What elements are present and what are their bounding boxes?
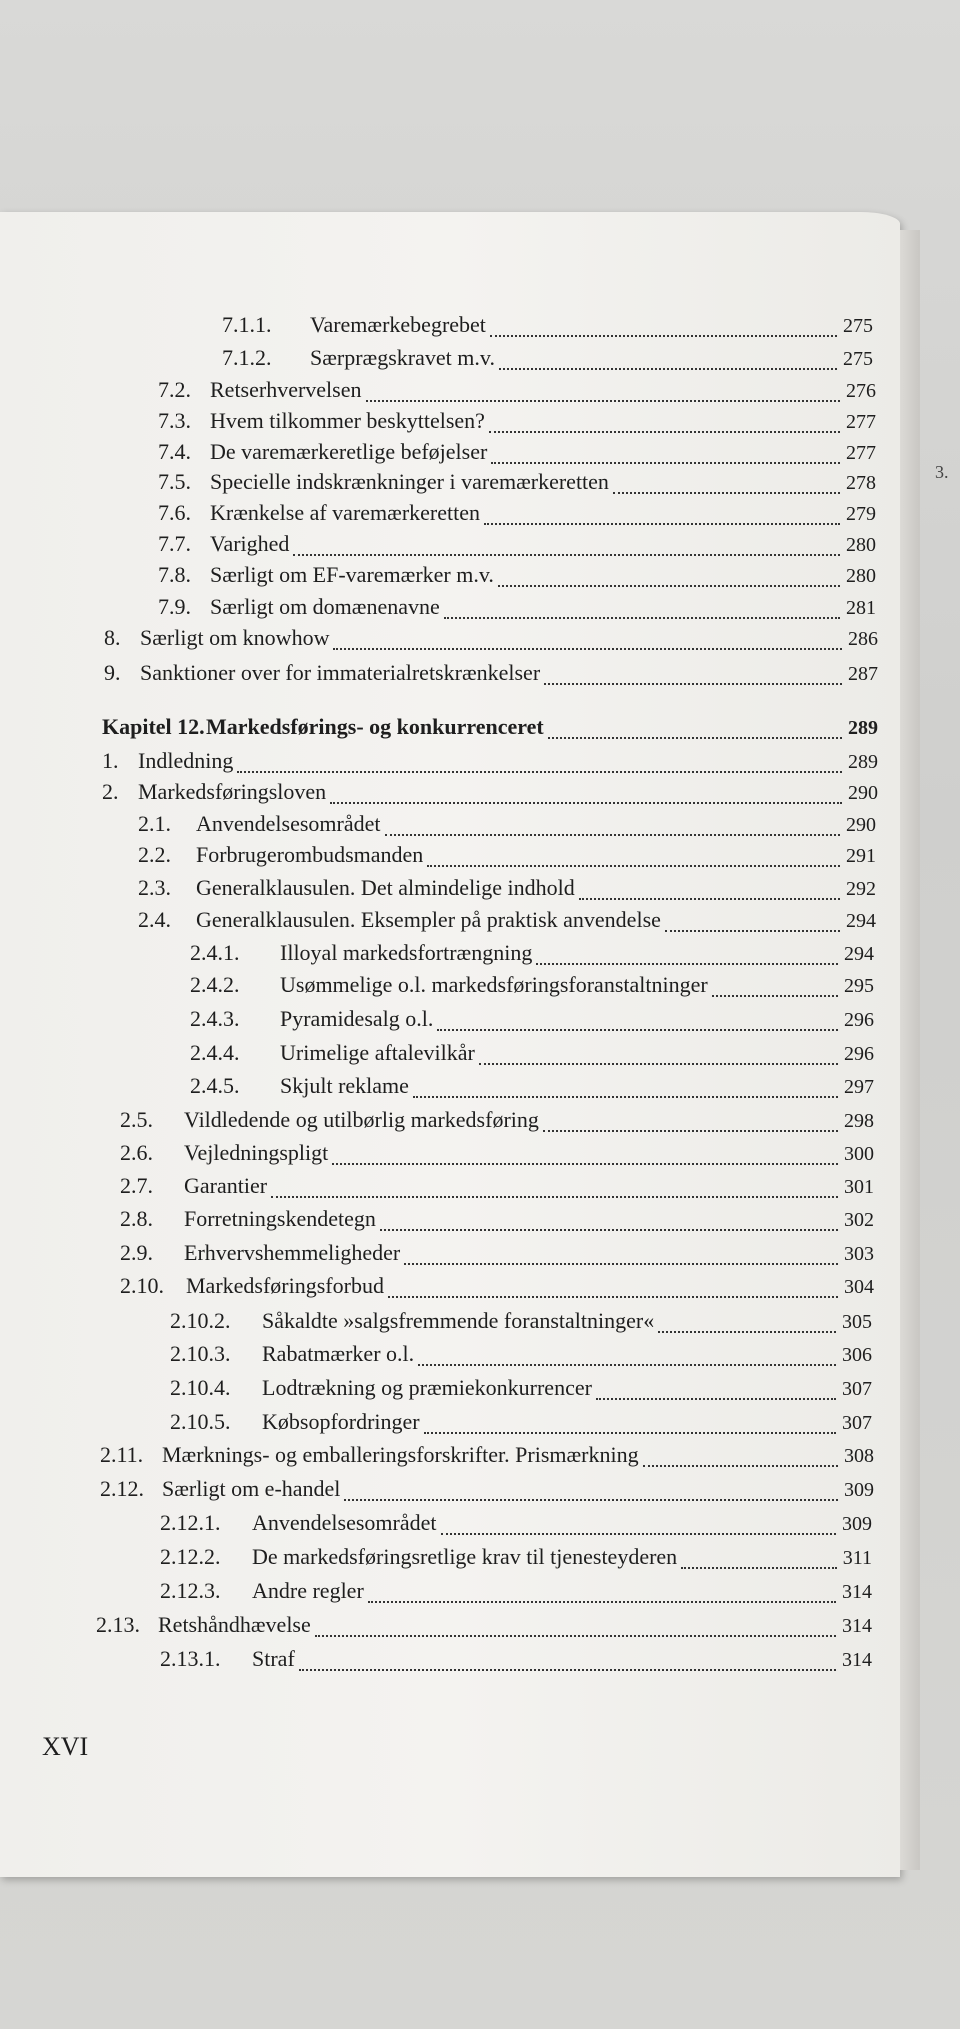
toc-entry-number: 2.4. [138, 907, 171, 932]
toc-entry-title: Lodtrækning og præmiekonkurrencer [262, 1375, 592, 1400]
toc-entry [158, 408, 876, 438]
next-page-number-fragment: 3. [935, 462, 949, 482]
toc-entry-page: 295 [844, 975, 874, 997]
toc-leader-dots [498, 584, 840, 587]
toc-entry-number: 7.1.1. [222, 312, 272, 337]
toc-entry-title: Illoyal markedsfortrængning [280, 940, 533, 965]
toc-entry-number: 7.9. [158, 594, 191, 619]
toc-entry-number: 2.10.4. [170, 1375, 231, 1400]
toc-entry-number: 2.3. [138, 875, 171, 900]
toc-leader-dots [271, 1195, 838, 1198]
toc-leader-dots [299, 1668, 836, 1671]
toc-entry-page: 290 [846, 814, 876, 836]
toc-entry-page: 302 [844, 1209, 874, 1231]
toc-entry-page: 297 [844, 1076, 874, 1098]
toc-entry [170, 1308, 872, 1338]
toc-entry-page: 314 [842, 1649, 872, 1671]
toc-entry [170, 1409, 872, 1439]
toc-entry [158, 439, 876, 469]
toc-entry-number: 7.7. [158, 531, 191, 556]
toc-leader-dots [427, 864, 840, 867]
toc-entry-page: 278 [846, 472, 876, 494]
toc-entry-title: Vejledningspligt [184, 1140, 329, 1165]
toc-entry-page: 281 [846, 597, 876, 619]
toc-entry-page: 311 [842, 1547, 872, 1569]
toc-leader-dots [491, 461, 840, 464]
toc-entry [158, 469, 876, 499]
toc-entry-number: 2.4.4. [190, 1040, 240, 1065]
toc-leader-dots [330, 801, 842, 804]
toc-entry-title: Særligt om EF-varemærker m.v. [210, 562, 494, 587]
toc-entry-page: 294 [846, 910, 876, 932]
toc-entry-number: 2.4.1. [190, 940, 240, 965]
toc-leader-dots [332, 1162, 838, 1165]
toc-entry-number: 2.7. [120, 1173, 153, 1198]
toc-entry-number: 2.13. [96, 1612, 140, 1637]
toc-entry-number: 2.1. [138, 811, 171, 836]
toc-entry [120, 1240, 874, 1270]
toc-entry-title: Retshåndhævelse [158, 1612, 311, 1637]
toc-leader-dots [380, 1228, 838, 1231]
toc-entry-title: Garantier [184, 1173, 268, 1198]
toc-entry-page: 275 [843, 315, 873, 337]
toc-entry-title: Markedsføringsloven [138, 779, 327, 804]
toc-entry [222, 312, 873, 342]
toc-leader-dots [643, 1464, 838, 1467]
toc-entry [138, 875, 876, 905]
toc-entry [158, 500, 876, 530]
toc-entry-title: Markedsførings- og konkurrenceret [206, 714, 544, 739]
toc-leader-dots [344, 1498, 838, 1501]
toc-entry-number: 2.12. [100, 1476, 144, 1501]
toc-entry-number: 9. [104, 660, 121, 685]
toc-entry-number: 2.10.5. [170, 1409, 231, 1434]
toc-entry-title: Varighed [210, 531, 290, 556]
toc-entry-page: 280 [846, 534, 876, 556]
toc-entry-number: 2.4.3. [190, 1006, 240, 1031]
toc-entry [190, 940, 874, 970]
toc-entry-number: 2.4.5. [190, 1073, 240, 1098]
toc-entry [160, 1510, 872, 1540]
toc-entry-number: 7.1.2. [222, 345, 272, 370]
toc-entry [190, 1040, 874, 1070]
toc-entry-page: 301 [844, 1176, 874, 1198]
toc-entry-title: Skjult reklame [280, 1073, 409, 1098]
toc-entry-title: Markedsføringsforbud [186, 1273, 384, 1298]
toc-leader-dots [437, 1028, 838, 1031]
toc-entry [158, 562, 876, 592]
toc-entry [158, 531, 876, 561]
toc-entry-title: Særligt om e-handel [162, 1476, 341, 1501]
toc-entry-number: 7.8. [158, 562, 191, 587]
toc-entry-title: Andre regler [252, 1578, 364, 1603]
toc-entry-title: Forbrugerombudsmanden [196, 842, 424, 867]
toc-entry-title: De markedsføringsretlige krav til tjenesteyderen [252, 1544, 678, 1569]
toc-entry-number: 1. [102, 748, 119, 773]
toc-entry-title: Anvendelsesområdet [196, 811, 381, 836]
toc-entry-title: De varemærkeretlige beføjelser [210, 439, 488, 464]
toc-entry-number: 2.9. [120, 1240, 153, 1265]
toc-entry [120, 1273, 874, 1303]
toc-entry [102, 748, 878, 778]
toc-leader-dots [665, 929, 840, 932]
toc-leader-dots [544, 682, 842, 685]
toc-entry-page: 289 [848, 751, 878, 773]
toc-leader-dots [333, 647, 842, 650]
toc-entry-title: Straf [252, 1646, 295, 1671]
toc-entry [138, 811, 876, 841]
toc-entry-number: 2.13.1. [160, 1646, 221, 1671]
toc-entry [120, 1206, 874, 1236]
toc-entry [138, 907, 876, 937]
toc-entry-page: 300 [844, 1143, 874, 1165]
toc-entry-title: Forretningskendetegn [184, 1206, 376, 1231]
toc-entry-page: 294 [844, 943, 874, 965]
toc-entry-title: Særligt om knowhow [140, 625, 330, 650]
toc-entry-page: 305 [842, 1311, 872, 1333]
page-edge [900, 230, 920, 1870]
toc-entry [104, 660, 878, 690]
toc-entry-page: 309 [844, 1479, 874, 1501]
toc-entry-number: 2.8. [120, 1206, 153, 1231]
toc-entry-number: 2. [102, 779, 119, 804]
toc-leader-dots [441, 1532, 837, 1535]
toc-entry-number: 2.12.3. [160, 1578, 221, 1603]
toc-entry [190, 972, 874, 1002]
toc-entry-title: Generalklausulen. Det almindelige indhold [196, 875, 575, 900]
toc-entry-number: 2.12.1. [160, 1510, 221, 1535]
toc-leader-dots [658, 1330, 836, 1333]
toc-entry [158, 594, 876, 624]
page-footer-roman-numeral: XVI [42, 1732, 89, 1761]
toc-leader-dots [579, 897, 840, 900]
toc-leader-dots [536, 962, 838, 965]
toc-entry-number: 2.4.2. [190, 972, 240, 997]
toc-entry-page: 277 [846, 442, 876, 464]
toc-entry-title: Indledning [138, 748, 234, 773]
toc-entry-title: Anvendelsesområdet [252, 1510, 437, 1535]
toc-entry [100, 1442, 874, 1472]
toc-entry-title: Særprægskravet m.v. [310, 345, 495, 370]
toc-entry [120, 1173, 874, 1203]
toc-entry-title: Sanktioner over for immaterialretskrænkelser [140, 660, 541, 685]
toc-entry-title: Såkaldte »salgsfremmende foranstaltninger« [262, 1308, 655, 1333]
toc-entry-page: 304 [844, 1276, 874, 1298]
toc-entry-title: Specielle indskrænkninger i varemærkeretten [210, 469, 609, 494]
toc-entry [160, 1544, 872, 1574]
toc-leader-dots [548, 736, 842, 739]
toc-entry-title: Købsopfordringer [262, 1409, 420, 1434]
toc-leader-dots [404, 1262, 838, 1265]
toc-entry-page: 296 [844, 1043, 874, 1065]
toc-entry-number: 2.12.2. [160, 1544, 221, 1569]
toc-leader-dots [368, 1600, 836, 1603]
toc-entry-number: 2.10.3. [170, 1341, 231, 1366]
toc-entry-page: 291 [846, 845, 876, 867]
toc-entry [158, 377, 876, 407]
toc-entry [102, 714, 878, 744]
toc-entry-title: Usømmelige o.l. markedsføringsforanstaltninger [280, 972, 708, 997]
toc-entry-number: 7.5. [158, 469, 191, 494]
toc-entry [160, 1646, 872, 1676]
toc-entry-page: 286 [848, 628, 878, 650]
toc-entry-page: 280 [846, 565, 876, 587]
toc-entry-title: Urimelige aftalevilkår [280, 1040, 475, 1065]
toc-entry [120, 1107, 874, 1137]
toc-leader-dots [444, 616, 840, 619]
toc-entry [222, 345, 873, 375]
toc-entry-page: 309 [842, 1513, 872, 1535]
toc-entry-page: 289 [848, 717, 878, 739]
toc-entry [102, 779, 878, 809]
toc-entry [170, 1341, 872, 1371]
toc-entry [160, 1578, 872, 1608]
toc-entry-page: 307 [842, 1412, 872, 1434]
toc-entry-page: 303 [844, 1243, 874, 1265]
toc-entry-number: 2.6. [120, 1140, 153, 1165]
toc-entry [170, 1375, 872, 1405]
toc-entry-page: 275 [843, 348, 873, 370]
toc-entry-page: 308 [844, 1445, 874, 1467]
toc-leader-dots [479, 1062, 838, 1065]
toc-entry-number: 2.10. [120, 1273, 164, 1298]
toc-entry-number: 7.4. [158, 439, 191, 464]
toc-entry-page: 292 [846, 878, 876, 900]
toc-entry [104, 625, 878, 655]
toc-entry-page: 276 [846, 380, 876, 402]
toc-entry [190, 1073, 874, 1103]
toc-entry-title: Særligt om domænenavne [210, 594, 440, 619]
toc-entry-title: Mærknings- og emballeringsforskrifter. Prismærkning [162, 1442, 639, 1467]
toc-entry-number: 7.2. [158, 377, 191, 402]
toc-entry-page: 277 [846, 411, 876, 433]
toc-leader-dots [712, 994, 838, 997]
toc-leader-dots [366, 399, 841, 402]
toc-entry-number: 2.5. [120, 1107, 153, 1132]
toc-entry-page: 296 [844, 1009, 874, 1031]
toc-leader-dots [543, 1129, 838, 1132]
toc-entry-number: 8. [104, 625, 121, 650]
toc-entry-title: Varemærkebegrebet [310, 312, 486, 337]
toc-entry-title: Pyramidesalg o.l. [280, 1006, 434, 1031]
toc-entry [190, 1006, 874, 1036]
toc-leader-dots [293, 553, 840, 556]
toc-entry-page: 306 [842, 1344, 872, 1366]
toc-leader-dots [596, 1397, 836, 1400]
toc-leader-dots [499, 367, 837, 370]
toc-leader-dots [681, 1566, 837, 1569]
toc-leader-dots [385, 833, 841, 836]
toc-entry-page: 314 [842, 1615, 872, 1637]
toc-entry [96, 1612, 872, 1642]
toc-entry-page: 287 [848, 663, 878, 685]
toc-entry-number: 2.11. [100, 1442, 144, 1467]
toc-entry-page: 290 [848, 782, 878, 804]
toc-leader-dots [613, 491, 840, 494]
toc-entry [120, 1140, 874, 1170]
toc-leader-dots [237, 770, 842, 773]
toc-entry-page: 307 [842, 1378, 872, 1400]
toc-leader-dots [490, 334, 837, 337]
toc-leader-dots [418, 1363, 836, 1366]
toc-entry-title: Generalklausulen. Eksempler på praktisk anvendelse [196, 907, 661, 932]
toc-leader-dots [388, 1295, 838, 1298]
toc-entry-title: Retserhvervelsen [210, 377, 362, 402]
toc-entry-number: 2.2. [138, 842, 171, 867]
toc-entry [100, 1476, 874, 1506]
toc-entry-title: Rabatmærker o.l. [262, 1341, 415, 1366]
toc-entry-title: Vildledende og utilbørlig markedsføring [184, 1107, 539, 1132]
toc-entry-page: 314 [842, 1581, 872, 1603]
toc-entry-number: 2.10.2. [170, 1308, 231, 1333]
toc-entry-number: 7.6. [158, 500, 191, 525]
toc-entry-number: Kapitel 12. [102, 714, 205, 739]
toc-leader-dots [489, 430, 840, 433]
toc-leader-dots [413, 1095, 838, 1098]
toc-entry-number: 7.3. [158, 408, 191, 433]
toc-leader-dots [424, 1431, 836, 1434]
toc-entry-title: Erhvervshemmeligheder [184, 1240, 401, 1265]
toc-leader-dots [315, 1634, 836, 1637]
toc-entry-title: Krænkelse af varemærkeretten [210, 500, 480, 525]
toc-entry-page: 298 [844, 1110, 874, 1132]
toc-entry [138, 842, 876, 872]
toc-entry-page: 279 [846, 503, 876, 525]
toc-entry-title: Hvem tilkommer beskyttelsen? [210, 408, 485, 433]
toc-leader-dots [484, 522, 840, 525]
